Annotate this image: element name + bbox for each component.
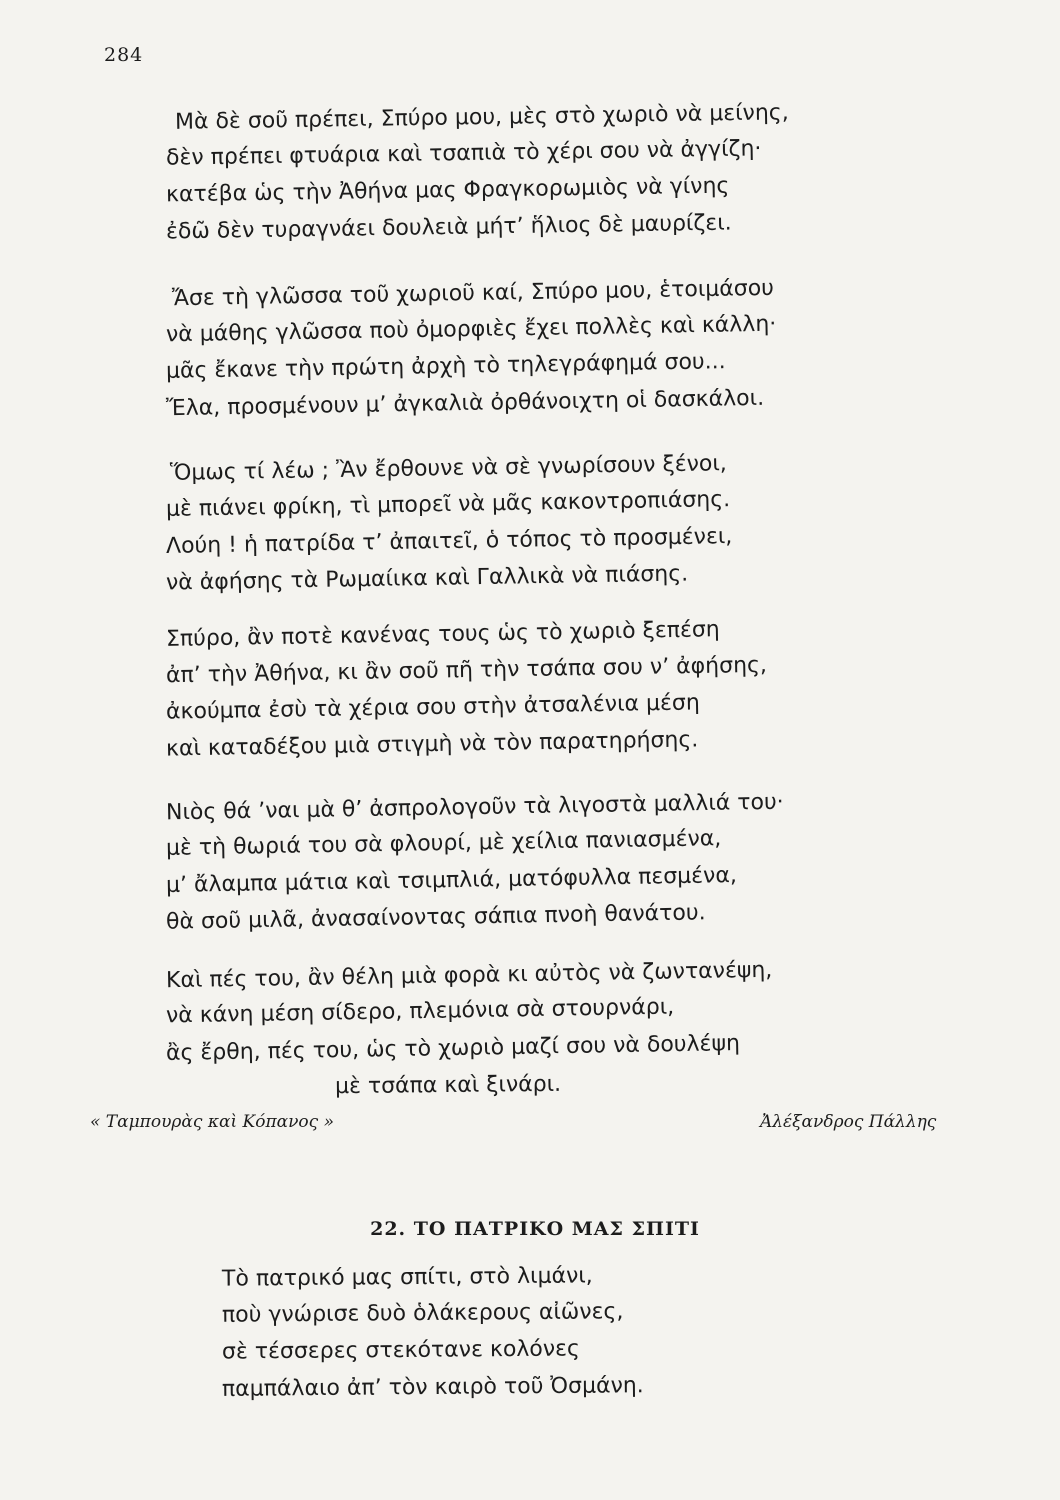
poem-line: Ἄσε τὴ γλῶσσα τοῦ χωριοῦ καί, Σπύρο μου, ἑτοιμάσου bbox=[171, 275, 775, 312]
poem-line: δὲν πρέπει φτυάρια καὶ τσαπιὰ τὸ χέρι σου νὰ ἀγγίζη· bbox=[165, 136, 762, 171]
poem-line: Μὰ δὲ σοῦ πρέπει, Σπύρο μου, μὲς στὸ χωριὸ νὰ μείνης, bbox=[174, 100, 789, 135]
poem-line: μὲ τὴ θωριά του σὰ φλουρί, μὲ χείλια πανιασμένα, bbox=[165, 826, 722, 861]
poem-line: Ὅμως τί λέω ; Ἂν ἔρθουνε νὰ σὲ γνωρίσουν ξένοι, bbox=[169, 451, 728, 486]
poem-author: Ἀλέξανδρος Πάλλης bbox=[760, 1112, 937, 1132]
poem-line: μ’ ἄλαμπα μάτια καὶ τσιμπλιά, ματόφυλλα πεσμένα, bbox=[165, 863, 738, 898]
poem-line: ἐδῶ δὲν τυραγνάει δουλειὰ μήτ’ ἥλιος δὲ μαυρίζει. bbox=[165, 210, 732, 245]
poem-line: Καὶ πές του, ἂν θέλη μιὰ φορὰ κι αὐτὸς νὰ ζωντανέψη, bbox=[165, 957, 773, 994]
poem-line: καὶ καταδέξου μιὰ στιγμὴ νὰ τὸν παρατηρήσης. bbox=[165, 727, 699, 762]
poem-line: ἀκούμπα ἐσὺ τὰ χέρια σου στὴν ἀτσαλένια μέση bbox=[165, 690, 701, 725]
poem-line: Τὸ πατρικό μας σπίτι, στὸ λιμάνι, bbox=[221, 1263, 593, 1292]
poem-line: Ἔλα, προσμένουν μ’ ἀγκαλιὰ ὀρθάνοιχτη οἱ δασκάλοι. bbox=[165, 385, 765, 422]
poem-line: Νιὸς θά ’ναι μὰ θ’ ἀσπρολογοῦν τὰ λιγοστὰ μαλλιά του· bbox=[165, 789, 784, 826]
poem-line: κατέβα ὡς τὴν Ἀθήνα μας Φραγκορωμιὸς νὰ γίνης bbox=[165, 173, 730, 208]
poem-line: Σπύρο, ἂν ποτὲ κανένας τους ὡς τὸ χωριὸ ξεπέση bbox=[165, 617, 720, 652]
poem-line: παμπάλαιο ἀπ’ τὸν καιρὸ τοῦ Ὀσμάνη. bbox=[221, 1373, 644, 1402]
poem-line: νὰ κάνη μέση σίδερο, πλεμόνια σὰ στουρνάρι, bbox=[165, 994, 675, 1029]
poem-line: ἀπ’ τὴν Ἀθήνα, κι ἂν σοῦ πῆ τὴν τσάπα σου ν’ ἀφήσης, bbox=[165, 652, 768, 689]
section-title: 22. ΤΟ ΠΑΤΡΙΚΟ ΜΑΣ ΣΠΙΤΙ bbox=[370, 1218, 700, 1240]
poem-line: νὰ μάθης γλῶσσα ποὺ ὀμορφιὲς ἔχει πολλὲς καὶ κάλλη· bbox=[165, 311, 777, 348]
poem-line: μὲ πιάνει φρίκη, τὶ μπορεῖ νὰ μᾶς κακοντροπιάσης. bbox=[165, 487, 731, 522]
poem-line: μᾶς ἔκανε τὴν πρώτη ἀρχὴ τὸ τηλεγράφημά σου... bbox=[165, 349, 726, 384]
poem-line: νὰ ἀφήσης τὰ Ρωμαίικα καὶ Γαλλικὰ νὰ πιάσης. bbox=[165, 561, 689, 596]
poem-line: ἂς ἔρθη, πές του, ὡς τὸ χωριὸ μαζί σου νὰ δουλέψη bbox=[165, 1030, 741, 1067]
poem-line: ποὺ γνώρισε δυὸ ὁλάκερους αἰῶνες, bbox=[221, 1299, 624, 1328]
poem-line: μὲ τσάπα καὶ ξινάρι. bbox=[334, 1071, 562, 1100]
poem-line: Λούη ! ἡ πατρίδα τ’ ἀπαιτεῖ, ὁ τόπος τὸ προσμένει, bbox=[165, 524, 733, 559]
poem-source: « Ταμπουρὰς καὶ Κόπανος » bbox=[90, 1112, 334, 1132]
poem-line: θὰ σοῦ μιλᾶ, ἀνασαίνοντας σάπια πνοὴ θανάτου. bbox=[165, 900, 706, 935]
poem-line: σὲ τέσσερες στεκότανε κολόνες bbox=[221, 1336, 581, 1365]
page-number: 284 bbox=[104, 44, 144, 66]
